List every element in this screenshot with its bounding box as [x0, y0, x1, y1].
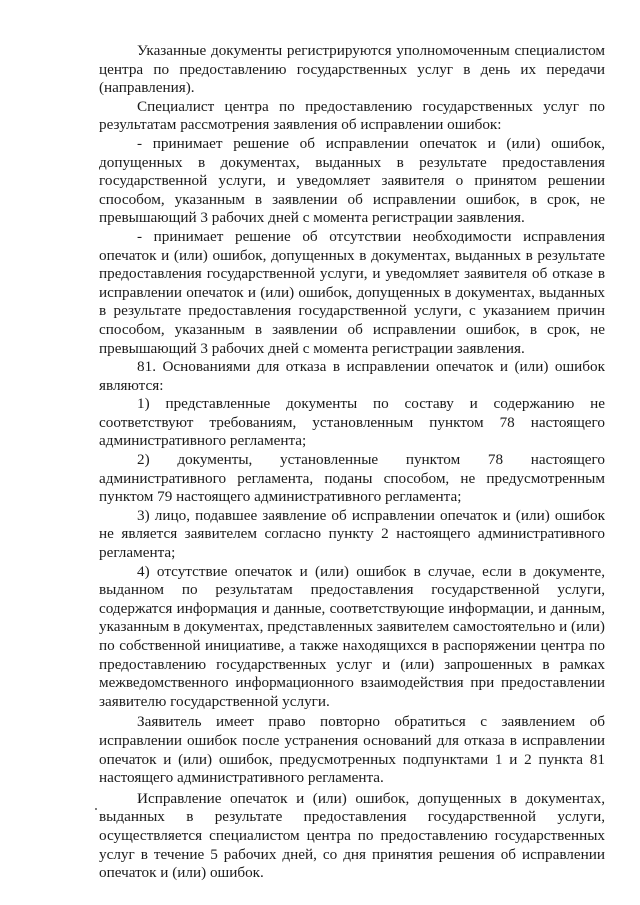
document-body: [99, 42, 605, 883]
paragraph-81-item-3: 3) лицо, подавшее заявление об исправлении опечаток и (или) ошибок не является заявителем согласно пункту 2 настоящего административного регламента;: [99, 506, 605, 562]
paragraph-correction-term: Исправление опечаток и (или) ошибок, допущенных в документах, выданных в результате предоставления государственной услуги, осуществляется специалистом центра по предоставлению государственных услуг в течение 5 рабочих дней, со дня принятия решения об исправлении опечаток и (или) ошибок.: [99, 789, 605, 882]
paragraph-specialist-review: Специалист центра по предоставлению государственных услуг по результатам рассмотрения заявления об исправлении ошибок:: [99, 97, 605, 134]
paragraph-81-item-1: 1) представленные документы по составу и содержанию не соответствуют требованиям, установленным пунктом 78 настоящего административного регламента;: [99, 395, 605, 450]
paragraph-reapply: Заявитель имеет право повторно обратиться с заявлением об исправлении ошибок после устранения оснований для отказа в исправлении опечаток и (или) ошибок, предусмотренных подпунктами 1 и 2 пункта 81 настоящего административного регламента.: [99, 713, 605, 787]
paragraph-81-item-4: 4) отсутствие опечаток и (или) ошибок в случае, если в документе, выданном по результатам предоставления государственной услуги, содержатся информация и данные, соответствующие информации, и данным, указанным в документах, представленных заявителем самостоятельно и (или) по собственной инициативе, а также находящихся в распоряжении центра по предоставлению государственных услуг и (или) запрошенных в рамках межведомственного информационного взаимодействия при предоставлении заявителю государственной услуги.: [99, 562, 605, 710]
paragraph-decision-correct: - принимает решение об исправлении опечаток и (или) ошибок, допущенных в документах, выданных в результате предоставления государственной услуги, и уведомляет заявителя о принятом решении способом, указанным в заявлении об исправлении ошибок, в срок, не превышающий 3 рабочих дней с момента регистрации заявления.: [99, 134, 605, 227]
paragraph-registration: Указанные документы регистрируются уполномоченным специалистом центра по предоставлению государственных услуг в день их передачи (направления).: [99, 42, 605, 97]
paragraph-81-heading: 81. Основаниями для отказа в исправлении опечаток и (или) ошибок являются:: [99, 358, 605, 394]
paragraph-81-item-2: 2) документы, установленные пунктом 78 настоящего административного регламента, поданы способом, не предусмотренным пунктом 79 настоящего административного регламента;: [99, 451, 605, 506]
scan-speck: [95, 808, 97, 810]
paragraph-decision-refuse: - принимает решение об отсутствии необходимости исправления опечаток и (или) ошибок, допущенных в документах, выданных в результате предоставления государственной услуги, и уведомляет заявителя об отказе в исправлении опечаток и (или) ошибок, допущенных в документах, выданных в результате предоставления государственной услуги, с указанием причин способом, указанным в заявлении об исправлении ошибок, в срок, не превышающий 3 рабочих дней с момента регистрации заявления.: [99, 227, 605, 357]
